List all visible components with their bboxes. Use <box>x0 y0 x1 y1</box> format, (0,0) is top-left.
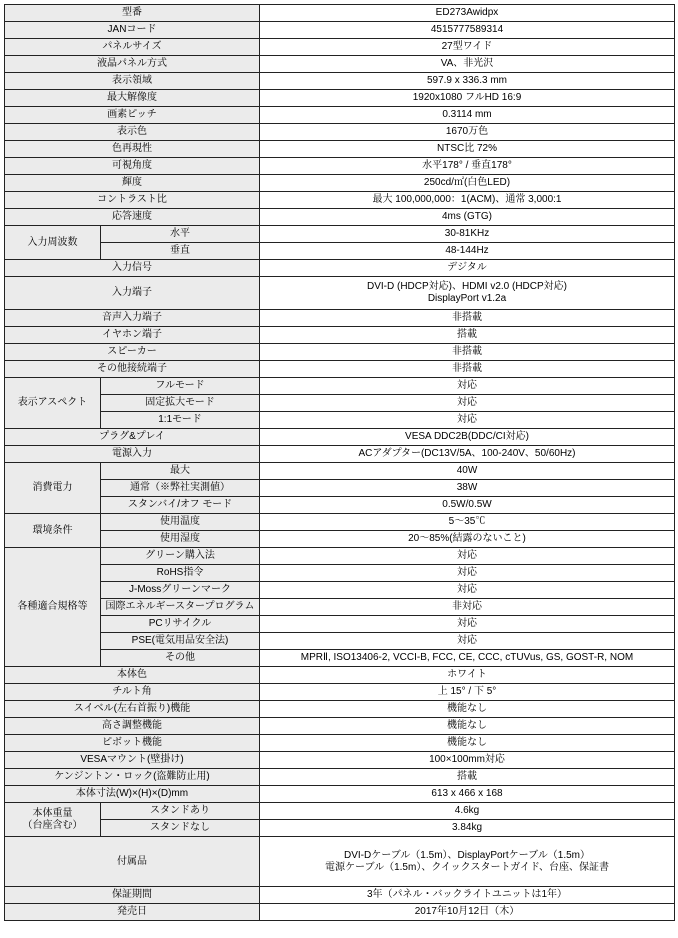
spec-row <box>5 192 675 209</box>
spec-value-text: ホワイト <box>447 669 487 680</box>
spec-value-text: 対応 <box>457 414 477 425</box>
spec-label: パネルサイズ <box>5 39 260 56</box>
spec-value <box>260 39 675 56</box>
spec-label: スタンドあり <box>101 803 260 820</box>
spec-value-text: 対応 <box>457 380 477 391</box>
spec-value-text: DVI-Dケーブル（1.5m）、DisplayPortケーブル（1.5m） <box>343 849 590 861</box>
spec-row <box>5 107 675 124</box>
spec-label: 輝度 <box>5 175 260 192</box>
spec-value <box>260 90 675 107</box>
spec-value <box>260 226 675 243</box>
spec-value-text: 機能なし <box>447 720 487 731</box>
spec-value <box>260 531 675 548</box>
spec-value-text: 4ms (GTG) <box>442 211 492 222</box>
spec-table <box>4 4 675 921</box>
spec-label: 国際エネルギースタープログラム <box>101 599 260 616</box>
spec-value-text: 対応 <box>457 584 477 595</box>
spec-value-text: 40W <box>456 465 478 476</box>
spec-label: 使用温度 <box>101 514 260 531</box>
spec-label: コントラスト比 <box>5 192 260 209</box>
spec-value-text: 1920x1080 フルHD 16:9 <box>412 92 522 103</box>
spec-group-label-text: 表示アスペクト <box>17 397 88 408</box>
spec-value <box>260 684 675 701</box>
spec-group-label <box>5 803 101 837</box>
spec-label: 水平 <box>101 226 260 243</box>
spec-row <box>5 226 675 243</box>
spec-value <box>260 463 675 480</box>
spec-value-text: 0.3114 mm <box>442 109 492 120</box>
spec-value-text: 搭載 <box>457 771 477 782</box>
spec-label: その他 <box>101 650 260 667</box>
spec-row <box>5 22 675 39</box>
spec-label: 画素ピッチ <box>5 107 260 124</box>
spec-label: 発売日 <box>5 904 260 921</box>
spec-row <box>5 616 675 633</box>
spec-row <box>5 887 675 904</box>
spec-value <box>260 412 675 429</box>
spec-row <box>5 684 675 701</box>
spec-label: 付属品 <box>5 837 260 887</box>
spec-group-label-text: 消費電力 <box>32 482 73 493</box>
spec-label: 電源入力 <box>5 446 260 463</box>
spec-value <box>260 73 675 90</box>
spec-value-text-2: 電源ケーブル（1.5m）、クイックスタートガイド、台座、保証書 <box>324 861 610 873</box>
spec-label: 垂直 <box>101 243 260 260</box>
spec-row <box>5 378 675 395</box>
spec-value-text: 搭載 <box>457 329 477 340</box>
spec-label: ピボット機能 <box>5 735 260 752</box>
spec-value-text: ED273Awidpx <box>435 7 499 18</box>
spec-label: 液晶パネル方式 <box>5 56 260 73</box>
spec-value-text: 対応 <box>457 618 477 629</box>
spec-group-label <box>5 463 101 514</box>
spec-label: 保証期間 <box>5 887 260 904</box>
spec-value <box>260 395 675 412</box>
spec-value <box>260 277 675 310</box>
spec-label: その他接続端子 <box>5 361 260 378</box>
spec-label: プラグ&プレイ <box>5 429 260 446</box>
spec-value-text: 対応 <box>457 567 477 578</box>
spec-group-label <box>5 548 101 667</box>
spec-value-text: 対応 <box>457 635 477 646</box>
spec-label: チルト角 <box>5 684 260 701</box>
spec-row <box>5 786 675 803</box>
spec-row <box>5 90 675 107</box>
spec-value-text: 250cd/㎡(白色LED) <box>423 177 511 188</box>
spec-value <box>260 514 675 531</box>
spec-value <box>260 701 675 718</box>
spec-value <box>260 837 675 887</box>
spec-label: 通常（※弊社実測値） <box>101 480 260 497</box>
spec-value-text: 100×100mm対応 <box>429 754 505 765</box>
spec-row <box>5 582 675 599</box>
spec-value-text: 非搭載 <box>452 346 482 357</box>
spec-value-text: 非搭載 <box>452 363 482 374</box>
spec-value <box>260 650 675 667</box>
spec-value-text: 1670万色 <box>445 126 489 137</box>
spec-value-text: 水平178° / 垂直178° <box>422 160 512 171</box>
spec-row <box>5 735 675 752</box>
spec-value <box>260 480 675 497</box>
spec-value-text: 機能なし <box>447 737 487 748</box>
spec-row <box>5 141 675 158</box>
spec-value-text: 対応 <box>457 550 477 561</box>
spec-row <box>5 260 675 277</box>
spec-row <box>5 344 675 361</box>
spec-label: 1:1モード <box>101 412 260 429</box>
spec-group-label <box>5 378 101 429</box>
spec-value-text: 4515777589314 <box>430 24 504 35</box>
spec-value-text: 非搭載 <box>452 312 482 323</box>
spec-label: スイベル(左右首振り)機能 <box>5 701 260 718</box>
spec-row <box>5 5 675 22</box>
spec-row <box>5 446 675 463</box>
spec-label: グリーン購入法 <box>101 548 260 565</box>
spec-row <box>5 277 675 310</box>
spec-label: 色再現性 <box>5 141 260 158</box>
spec-value <box>260 446 675 463</box>
spec-value <box>260 769 675 786</box>
spec-row <box>5 73 675 90</box>
spec-label: イヤホン端子 <box>5 327 260 344</box>
spec-value-text: 2017年10月12日（木） <box>414 906 520 917</box>
spec-group-label-text: 各種適合規格等 <box>17 601 88 612</box>
spec-row <box>5 361 675 378</box>
spec-row <box>5 209 675 226</box>
spec-row <box>5 820 675 837</box>
spec-value <box>260 548 675 565</box>
spec-value <box>260 361 675 378</box>
spec-value <box>260 124 675 141</box>
spec-label: 表示色 <box>5 124 260 141</box>
spec-value-text: 597.9 x 336.3 mm <box>426 75 508 86</box>
spec-value <box>260 158 675 175</box>
spec-label: JANコード <box>5 22 260 39</box>
spec-value <box>260 718 675 735</box>
spec-value <box>260 429 675 446</box>
spec-row <box>5 633 675 650</box>
spec-row <box>5 243 675 260</box>
spec-group-label <box>5 514 101 548</box>
spec-value <box>260 22 675 39</box>
spec-label: スタンドなし <box>101 820 260 837</box>
spec-row <box>5 531 675 548</box>
spec-value-text: 対応 <box>457 397 477 408</box>
spec-group-label-text: 入力周波数 <box>27 236 78 248</box>
spec-value <box>260 633 675 650</box>
spec-value-text: デジタル <box>447 262 487 273</box>
spec-label: 音声入力端子 <box>5 310 260 327</box>
spec-value-text: 5～35℃ <box>448 516 486 527</box>
spec-value-text-2: DisplayPort v1.2a <box>427 293 507 304</box>
spec-row <box>5 548 675 565</box>
spec-value <box>260 141 675 158</box>
spec-value <box>260 327 675 344</box>
spec-value-text: 48-144Hz <box>445 245 489 256</box>
spec-value-text: 20～85%(結露のないこと) <box>408 533 526 544</box>
spec-label: ケンジントン・ロック(盗難防止用) <box>5 769 260 786</box>
spec-value <box>260 175 675 192</box>
spec-group-label-text-2: （台座含む） <box>22 819 83 831</box>
spec-value-text: VESA DDC2B(DDC/CI対応) <box>405 431 529 442</box>
spec-row <box>5 718 675 735</box>
spec-value-text: 上 15° / 下 5° <box>437 686 497 697</box>
spec-value-text: 30-81KHz <box>444 228 490 239</box>
spec-value <box>260 565 675 582</box>
spec-value-text: 3.84kg <box>451 822 483 833</box>
spec-value <box>260 735 675 752</box>
spec-row <box>5 565 675 582</box>
spec-label: 本体寸法(W)×(H)×(D)mm <box>5 786 260 803</box>
spec-value-text: 最大 100,000,000：1(ACM)、通常 3,000:1 <box>372 194 562 205</box>
spec-value <box>260 904 675 921</box>
spec-row <box>5 803 675 820</box>
spec-value <box>260 786 675 803</box>
spec-row <box>5 480 675 497</box>
spec-value <box>260 260 675 277</box>
spec-value <box>260 344 675 361</box>
spec-value-text: 4.6kg <box>454 805 480 816</box>
spec-value <box>260 582 675 599</box>
spec-row <box>5 124 675 141</box>
spec-label: 入力端子 <box>5 277 260 310</box>
spec-value <box>260 752 675 769</box>
spec-label: 表示領域 <box>5 73 260 90</box>
spec-group-label <box>5 226 101 260</box>
spec-row <box>5 429 675 446</box>
spec-value <box>260 243 675 260</box>
spec-value <box>260 887 675 904</box>
spec-label: PSE(電気用品安全法) <box>101 633 260 650</box>
spec-label: 本体色 <box>5 667 260 684</box>
spec-row <box>5 599 675 616</box>
spec-value <box>260 497 675 514</box>
spec-label: スタンバイ/オフ モード <box>101 497 260 514</box>
spec-value <box>260 667 675 684</box>
spec-value <box>260 599 675 616</box>
spec-row <box>5 327 675 344</box>
spec-label: 入力信号 <box>5 260 260 277</box>
spec-label: VESAマウント(壁掛け) <box>5 752 260 769</box>
spec-group-label-text: 本体重量 <box>32 807 73 819</box>
spec-label: 最大 <box>101 463 260 480</box>
spec-row <box>5 752 675 769</box>
spec-value <box>260 310 675 327</box>
spec-row <box>5 310 675 327</box>
spec-row <box>5 412 675 429</box>
spec-value <box>260 5 675 22</box>
spec-value-text: MPRⅡ, ISO13406-2, VCCI-B, FCC, CE, CCC, cTUVus, GS, GOST-R, NOM <box>300 652 634 663</box>
spec-value-text: 0.5W/0.5W <box>442 499 492 510</box>
spec-row <box>5 56 675 73</box>
spec-row <box>5 39 675 56</box>
spec-label: 応答速度 <box>5 209 260 226</box>
spec-label: J-Mossグリーンマーク <box>101 582 260 599</box>
spec-label: フルモード <box>101 378 260 395</box>
spec-label: 型番 <box>5 5 260 22</box>
spec-value <box>260 616 675 633</box>
spec-row <box>5 463 675 480</box>
spec-label: 最大解像度 <box>5 90 260 107</box>
spec-table-container <box>4 4 674 921</box>
spec-value-text: NTSC比 72% <box>436 143 497 154</box>
spec-row <box>5 837 675 887</box>
spec-value <box>260 378 675 395</box>
spec-label: 固定拡大モード <box>101 395 260 412</box>
spec-row <box>5 395 675 412</box>
spec-row <box>5 904 675 921</box>
spec-value <box>260 820 675 837</box>
spec-row <box>5 175 675 192</box>
spec-value-text: 3年（パネル・バックライトユニットは1年） <box>366 889 568 900</box>
spec-label: RoHS指令 <box>101 565 260 582</box>
spec-label: PCリサイクル <box>101 616 260 633</box>
spec-group-label-text: 環境条件 <box>32 524 73 536</box>
spec-value-text: VA、非光沢 <box>440 58 494 69</box>
spec-value-text: 27型ワイド <box>441 41 493 52</box>
spec-label: 使用湿度 <box>101 531 260 548</box>
spec-value-text: 機能なし <box>447 703 487 714</box>
spec-value <box>260 56 675 73</box>
spec-value-text: DVI-D (HDCP対応)、HDMI v2.0 (HDCP対応) <box>367 281 567 292</box>
spec-row <box>5 514 675 531</box>
spec-row <box>5 701 675 718</box>
spec-row <box>5 497 675 514</box>
spec-label: スピーカー <box>5 344 260 361</box>
spec-value-text: ACアダプター(DC13V/5A、100-240V、50/60Hz) <box>358 448 576 459</box>
spec-value <box>260 107 675 124</box>
spec-value <box>260 209 675 226</box>
spec-value-text: 非対応 <box>452 601 482 612</box>
spec-row <box>5 769 675 786</box>
spec-value-text: 613 x 466 x 168 <box>431 788 503 799</box>
spec-value <box>260 192 675 209</box>
spec-row <box>5 667 675 684</box>
spec-value <box>260 803 675 820</box>
spec-row <box>5 650 675 667</box>
spec-row <box>5 158 675 175</box>
spec-label: 可視角度 <box>5 158 260 175</box>
spec-label: 高さ調整機能 <box>5 718 260 735</box>
spec-value-text: 38W <box>456 482 478 493</box>
